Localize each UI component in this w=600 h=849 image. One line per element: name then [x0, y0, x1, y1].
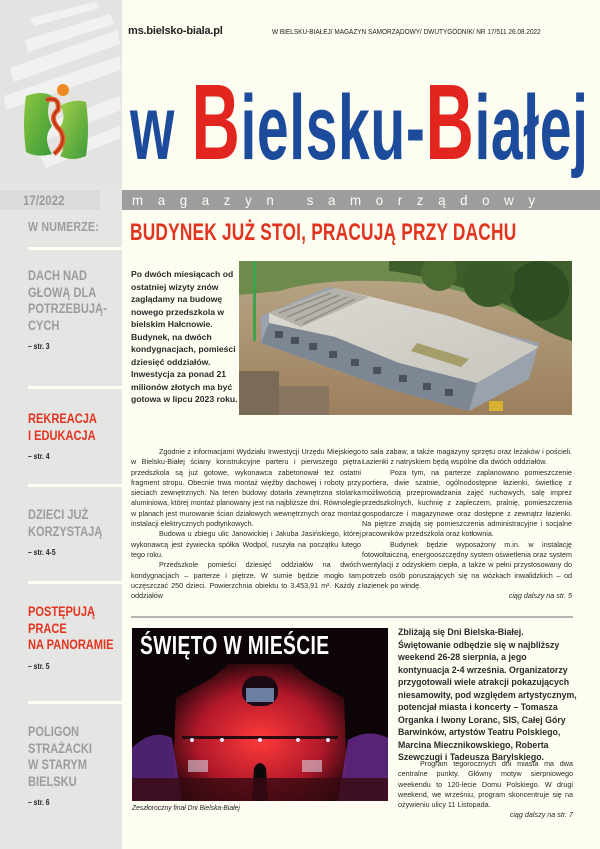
continued-link[interactable]: ciąg dalszy na str. 5	[508, 591, 572, 601]
toc-separator	[28, 386, 122, 389]
photo-caption: Zeszłoroczny finał Dni Bielska-Białej	[132, 803, 240, 812]
construction-photo	[239, 261, 572, 415]
toc-title: POLIGON STRAŻACKI W STARYM BIELSKU	[28, 724, 92, 789]
toc-page-ref: – str. 4	[28, 452, 50, 461]
toc-page-ref: – str. 3	[28, 342, 50, 351]
event-headline: ŚWIĘTO W MIEŚCIE	[140, 630, 330, 660]
tagline: magazyn samorządowy	[132, 192, 550, 208]
issue-number: 17/2022	[0, 190, 100, 210]
article-headline: BUDYNEK JUŻ STOI, PRACUJĄ PRZY DACHU	[130, 219, 517, 246]
website-url[interactable]: ms.bielsko-biala.pl	[128, 25, 223, 37]
toc-item-dach[interactable]	[28, 268, 122, 351]
city-logo-icon	[22, 82, 90, 162]
section-divider	[131, 616, 573, 618]
in-this-issue-label: W NUMERZE:	[28, 219, 99, 234]
article-column-2: to sala zabaw, a także magazyny sprzętu oraz leżaków i pościeli. Łazienki z natryskiem będą wspólne dla dwóch oddziałów. Poza tym, na parterze zaplanowano pomieszczenie portiera, dwie szatnie, ogólnodostępne łazienki, świetlicę z możliwością przeprowadzania zajęć ruchowych, salę imprez przedszkolnych, kuchnię z zapleczem, pralnię, pomieszczenia gospodarcze i magazynowe oraz dostępne z zewnątrz łazienki. Na piętrze znajdą się pomieszczenia administracyjne i socjalne pracowników przedszkola oraz kotłownia. Budynek będzie wyposażony m.in. w instalację fotowoltaiczną, energooszczędny system oświetlenia oraz system wentylacji z odzyskiem ciepła, a także w pełni przystosowany do potrzeb osób poruszających się na wózkach inwalidzkich – od łazienek po windę. ciąg dalszy na str. 5	[362, 447, 572, 601]
toc-item-poligon[interactable]	[28, 724, 122, 807]
toc-title: POSTĘPUJĄ PRACE NA PANORAMIE	[28, 604, 114, 652]
article-column-1: Zgodnie z informacjami Wydziału Inwestycji Urzędu Miejskiego w Bielsku-Białej ściany konstrukcyjne parteru i pierwszego piętra przedszkola są już gotowe, wykonawca zabetonował też ostatni fragment stropu. Obecnie trwa montaż więźby dachowej i roboty przy sieciach zewnętrznych. Na teren budowy dotarła zewnętrzna stolarka aluminiowa, której montaż planowany jest na najbliższe dni. Równolegle w planach jest murowanie ścian działowych wewnętrznych oraz montaż instalacji elektrycznych podtynkowych. Budowa u zbiegu ulic Janowickiej i Jakuba Jasińskiego, której wykonawcą jest żywiecka spółka Wodpol, ruszyła na początku lutego tego roku. Przedszkole pomieści dziesięć oddziałów na dwóch kondygnacjach – parterze i piętrze. W sumie będzie mogło tam uczęszczać 250 dzieci. Powierzchnia obiektu to 3.453,91 m². Każdy z oddziałów	[131, 447, 361, 601]
event-lead: Zbliżają się Dni Bielska-Białej. Świętowanie odbędzie się w najbliższy weekend 26-28 sierpnia, a jego kontynuacja 2-4 września. Organizatorzy przygotowali wiele atrakcji pokazujących niesamowity, pod względem artystycznym, potencjał miasta i koncerty – Tomasza Organka i Iwony Loranc, SIS, Całej Góry Barwinków, artystów Teatru Polskiego, Marcina Miecznikowskiego, Roberta Szewczugi i Tadeusza Barylskiego.	[398, 627, 577, 762]
toc-separator	[28, 484, 122, 487]
logo-area	[0, 0, 122, 182]
toc-separator	[28, 701, 122, 704]
toc-separator	[28, 581, 122, 584]
toc-title: DACH NAD GŁOWĄ DLA POTRZEBUJĄ- CYCH	[28, 268, 107, 333]
toc-item-rekreacja[interactable]	[28, 411, 122, 461]
toc-page-ref: – str. 6	[28, 798, 50, 807]
article-lead: Po dwóch miesiącach od ostatniej wizyty znów zaglądamy na budowę nowego przedszkola w bielskim Hałcnowie. Budynek, na dwóch kondygnacjach, pomieści dziesięć oddziałów. Inwestycja za ponad 21 milionów złotych ma być gotowa w lipcu 2023 roku.	[131, 269, 238, 404]
toc-separator	[28, 247, 122, 250]
masthead-info: W BIELSKU-BIAŁEJ/ MAGAZYN SAMORZĄDOWY/ DWUTYGODNIK/ NR 17/511 26.08.2022	[272, 27, 541, 36]
event-body: Program tegorocznych dni miasta ma dwa centralne punkty. Główny motyw sierpniowego weekendu to 120-lecie Domu Polskiego. W drugi weekend, we wrześniu, program skoncentruje się na ożywieniu ulicy 11 Listopada. ciąg dalszy na str. 7	[398, 759, 573, 820]
toc-item-panorama[interactable]	[28, 604, 122, 671]
continued-link[interactable]: ciąg dalszy na str. 7	[509, 810, 573, 820]
toc-page-ref: – str. 4-5	[28, 548, 56, 557]
toc-title: DZIECI JUŻ KORZYSTAJĄ	[28, 507, 103, 539]
magazine-title: w Bielsku-Białej	[130, 61, 589, 182]
toc-item-dzieci[interactable]	[28, 507, 122, 557]
toc-page-ref: – str. 5	[28, 661, 50, 671]
toc-title: REKREACJA I EDUKACJA	[28, 411, 97, 443]
